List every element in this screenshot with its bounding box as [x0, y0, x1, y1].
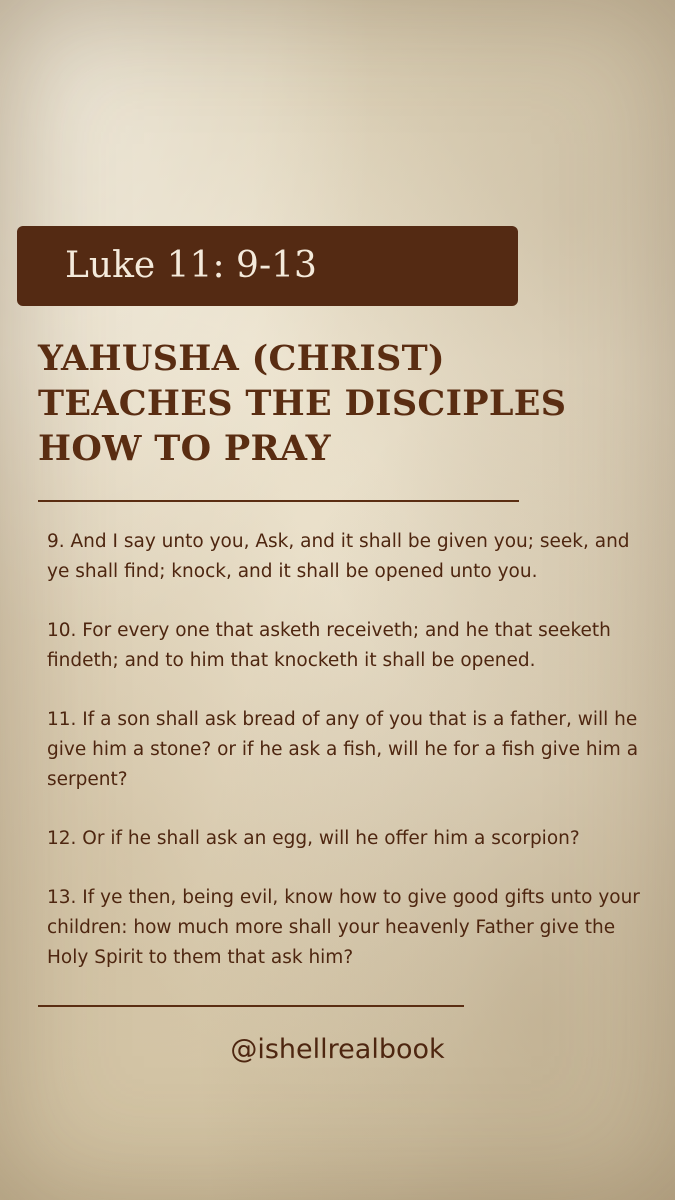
verse-13: 13. If ye then, being evil, know how to give good gifts unto your children: how much more shall your heavenly Father give the Holy Spirit to them that ask him?	[47, 887, 640, 968]
social-handle: @ishellrealbook	[230, 1034, 445, 1065]
verse-12: 12. Or if he shall ask an egg, will he offer him a scorpion?	[47, 828, 580, 849]
title-line: YAHUSHA (CHRIST)	[38, 338, 445, 379]
reference-banner	[17, 226, 518, 306]
verse-list	[47, 527, 647, 1002]
verse-10: 10. For every one that asketh receiveth; and he that seeketh findeth; and to him that knocketh it shall be opened.	[47, 620, 611, 671]
verse-11: 11. If a son shall ask bread of any of you that is a father, will he give him a stone? or if he ask a fish, will he for a fish give him a serpent?	[47, 709, 639, 790]
title-line: HOW TO PRAY	[38, 428, 331, 469]
top-divider	[38, 500, 519, 502]
page-title	[38, 336, 638, 471]
scripture-reference: Luke 11: 9-13	[65, 245, 317, 286]
title-line: TEACHES THE DISCIPLES	[38, 383, 567, 424]
bottom-divider	[38, 1005, 464, 1007]
verse-9: 9. And I say unto you, Ask, and it shall be given you; seek, and ye shall find; knock, and it shall be opened unto you.	[47, 531, 630, 582]
